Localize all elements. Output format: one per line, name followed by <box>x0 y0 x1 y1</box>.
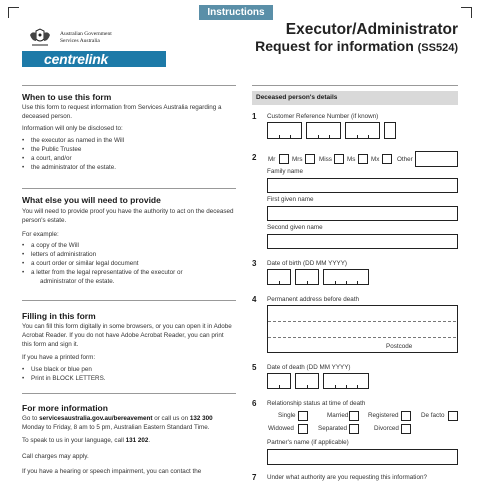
first-given-name-field[interactable] <box>267 206 458 221</box>
form-title: Executor/Administrator <box>285 21 458 38</box>
divider <box>22 393 236 394</box>
question-number: 2 <box>252 153 257 162</box>
list-item: administrator of the estate. <box>40 278 115 285</box>
paragraph: Go to servicesaustralia.gov.au/bereavement or call us on 132 300 Monday to Friday, 8 am to 5 pm, Australian Eastern Standard Time. <box>22 415 213 431</box>
status-label: Widowed <box>268 425 294 432</box>
gov-line-2: Services Australia <box>60 38 100 44</box>
coat-of-arms-icon <box>28 27 52 49</box>
divider <box>22 85 236 86</box>
question-number: 3 <box>252 259 257 268</box>
form-code: (SS524) <box>417 42 458 54</box>
divider <box>252 85 458 86</box>
list-item: • the Public Trustee <box>22 145 124 154</box>
proof-list <box>22 241 183 286</box>
divider <box>22 300 236 301</box>
question-label: Permanent address before death <box>267 296 360 303</box>
status-label: Divorced <box>374 425 399 432</box>
question-number: 6 <box>252 399 257 408</box>
crn-field[interactable] <box>345 122 380 139</box>
paragraph: You can fill this form digitally in some browsers, or you can open it in Adobe Acrobat Reader. If you do not have Adobe Acrobat Reader, you can print this form and sign it. <box>22 323 232 348</box>
section-heading-when: When to use this form <box>22 92 112 102</box>
field-label: First given name <box>267 196 314 203</box>
status-label: Registered <box>368 412 399 419</box>
crop-mark <box>471 7 472 18</box>
form-subtitle: Request for information (SS524) <box>255 38 458 54</box>
question-number: 1 <box>252 112 257 121</box>
paragraph: For example: <box>22 231 59 238</box>
crn-field[interactable] <box>267 122 302 139</box>
crop-mark <box>8 7 19 8</box>
dob-year-field[interactable] <box>323 269 369 285</box>
disclosure-list <box>22 136 124 172</box>
bereavement-link[interactable]: servicesaustralia.gov.au/bereavement <box>39 415 153 422</box>
status-label: Separated <box>318 425 348 432</box>
question-label: Relationship status at time of death <box>267 400 366 407</box>
status-widowed-checkbox[interactable] <box>298 424 308 434</box>
question-number: 5 <box>252 363 257 372</box>
list-item: • a court, and/or <box>22 154 124 163</box>
section-heading-filling: Filling in this form <box>22 311 96 321</box>
paragraph: If you have a printed form: <box>22 354 96 361</box>
phone-number: 132 300 <box>189 415 213 422</box>
title-other-field[interactable] <box>415 151 458 167</box>
question-label: Date of birth (DD MM YYYY) <box>267 260 348 267</box>
title-mrs-checkbox[interactable] <box>305 154 315 164</box>
status-married-checkbox[interactable] <box>349 411 359 421</box>
question-label: Customer Reference Number (if known) <box>267 113 379 120</box>
status-separated-checkbox[interactable] <box>349 424 359 434</box>
list-item: • Print in BLOCK LETTERS. <box>22 374 106 383</box>
list-item: • a court order or similar legal document <box>22 259 183 268</box>
printed-form-list <box>22 365 106 383</box>
paragraph: Information will only be disclosed to: <box>22 125 123 132</box>
list-item: • letters of administration <box>22 250 183 259</box>
status-label: De facto <box>421 412 445 419</box>
question-number: 4 <box>252 295 257 304</box>
title-label: Mr <box>268 156 276 163</box>
dob-day-field[interactable] <box>267 269 291 285</box>
question-label: Under what authority are you requesting this information? <box>267 474 427 481</box>
dob-month-field[interactable] <box>295 269 319 285</box>
gov-line-1: Australian Government <box>60 31 112 37</box>
status-label: Married <box>327 412 349 419</box>
address-line <box>268 321 456 322</box>
section-heading-what: What else you will need to provide <box>22 195 161 205</box>
status-divorced-checkbox[interactable] <box>401 424 411 434</box>
field-label: Family name <box>267 168 304 175</box>
crn-field[interactable] <box>306 122 341 139</box>
dod-year-field[interactable] <box>323 373 369 389</box>
status-label: Single <box>278 412 296 419</box>
list-item: • a copy of the Will <box>22 241 183 250</box>
status-single-checkbox[interactable] <box>298 411 308 421</box>
status-de-facto-checkbox[interactable] <box>448 411 458 421</box>
title-mx-checkbox[interactable] <box>382 154 392 164</box>
family-name-field[interactable] <box>267 178 458 193</box>
title-label: Other <box>397 156 413 163</box>
dod-month-field[interactable] <box>295 373 319 389</box>
paragraph: You will need to provide proof you have the authority to act on the deceased person's estate. <box>22 208 234 224</box>
title-label: Mx <box>371 156 380 163</box>
list-item: • the administrator of the estate. <box>22 163 124 172</box>
question-number: 7 <box>252 473 257 482</box>
crop-mark <box>8 7 9 18</box>
crn-check-digit[interactable] <box>384 122 396 139</box>
title-label: Miss <box>319 156 332 163</box>
paragraph: Call charges may apply. <box>22 453 89 460</box>
address-field[interactable] <box>267 305 458 353</box>
brand-name: centrelink <box>44 51 109 67</box>
title-label: Mrs <box>292 156 303 163</box>
second-given-name-field[interactable] <box>267 234 458 249</box>
title-ms-checkbox[interactable] <box>358 154 368 164</box>
dod-day-field[interactable] <box>267 373 291 389</box>
question-label: Date of death (DD MM YYYY) <box>267 364 351 371</box>
title-mr-checkbox[interactable] <box>279 154 289 164</box>
partner-name-field[interactable] <box>267 449 458 465</box>
instructions-tab[interactable]: Instructions <box>199 5 273 20</box>
paragraph: To speak to us in your language, call 131 202. <box>22 437 151 444</box>
status-registered-checkbox[interactable] <box>401 411 411 421</box>
address-line <box>268 337 456 338</box>
centrelink-logo <box>22 25 166 67</box>
list-item: • a letter from the legal representative of the executor or <box>22 268 183 277</box>
section-heading-more: For more information <box>22 403 108 413</box>
field-label: Second given name <box>267 224 323 231</box>
section-header-deceased: Deceased person's details <box>252 91 458 105</box>
paragraph: Use this form to request information from Services Australia regarding a deceased person. <box>22 104 222 120</box>
list-item: • Use black or blue pen <box>22 365 106 374</box>
postcode-label: Postcode <box>386 343 413 350</box>
paragraph: If you have a hearing or speech impairment, you can contact the <box>22 468 202 475</box>
title-label: Ms <box>347 156 356 163</box>
divider <box>22 188 236 189</box>
crop-mark <box>461 7 472 8</box>
title-miss-checkbox[interactable] <box>334 154 344 164</box>
field-label: Partner's name (if applicable) <box>267 439 349 446</box>
language-phone: 131 202 <box>125 437 149 444</box>
list-item: • the executor as named in the Will <box>22 136 124 145</box>
